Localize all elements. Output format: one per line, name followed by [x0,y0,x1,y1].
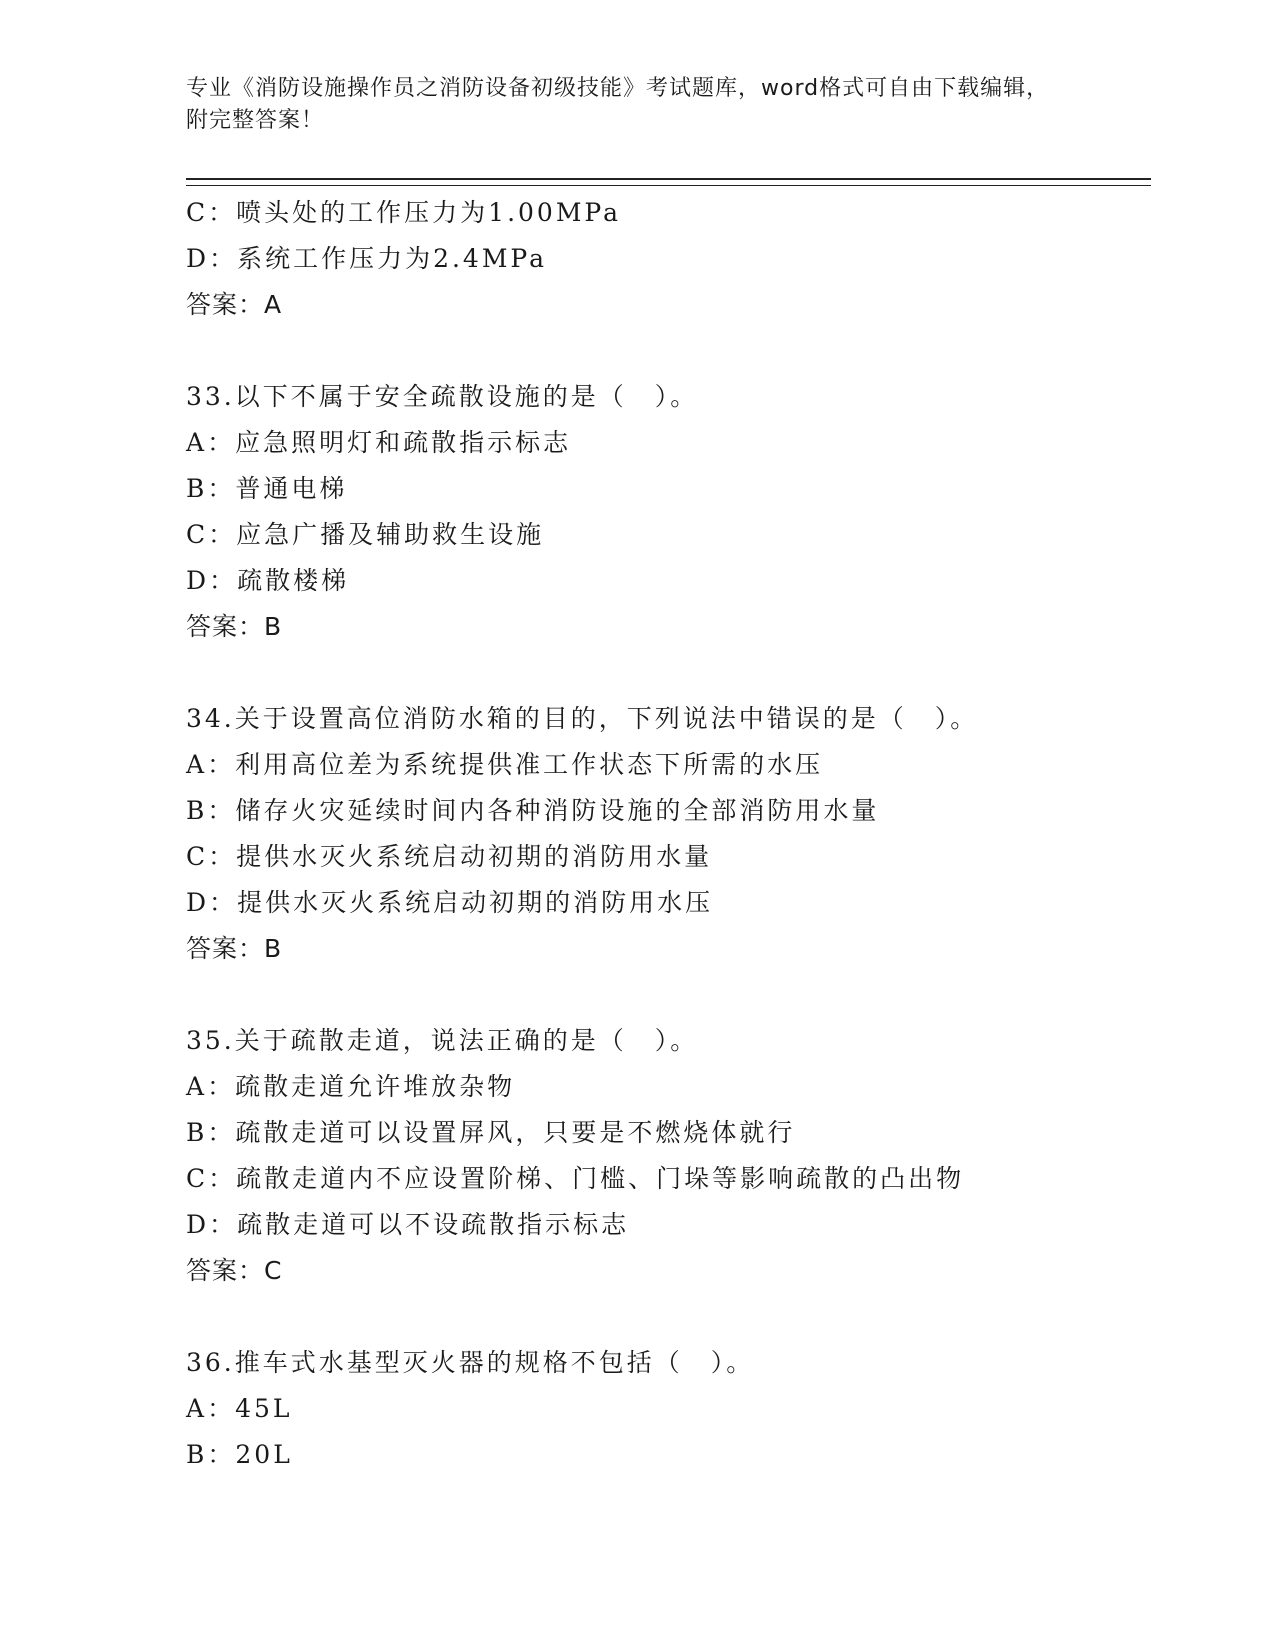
answer-line: 答案：B [186,612,283,641]
question-33 [186,374,1146,650]
option-a: A：应急照明灯和疏散指示标志 [186,428,572,457]
answer-line: 答案：B [186,934,283,963]
question-36 [186,1340,1146,1478]
option-b: B：普通电梯 [186,474,348,503]
option-d: D：提供水灭火系统启动初期的消防用水压 [186,888,714,917]
answer-line: 答案：C [186,1256,283,1285]
option-d: D：疏散走道可以不设疏散指示标志 [186,1210,630,1239]
option-d: D：疏散楼梯 [186,566,350,595]
option-a: A：45L [186,1394,293,1423]
option-b: B：疏散走道可以设置屏风，只要是不燃烧体就行 [186,1118,796,1147]
answer-line: 答案：A [186,290,283,319]
header-divider [186,178,1151,186]
option-a: A：疏散走道允许堆放杂物 [186,1072,516,1101]
question-stem: 33.以下不属于安全疏散设施的是（ ）。 [186,382,699,411]
option-b: B：20L [186,1440,293,1469]
option-d: D：系统工作压力为2.4MPa [186,244,548,273]
option-c: C：应急广播及辅助救生设施 [186,520,545,549]
option-a: A：利用高位差为系统提供准工作状态下所需的水压 [186,750,824,779]
prev-question-block [186,190,1146,328]
option-c: C：疏散走道内不应设置阶梯、门槛、门垛等影响疏散的凸出物 [186,1164,965,1193]
question-34 [186,696,1146,972]
option-b: B：储存火灾延续时间内各种消防设施的全部消防用水量 [186,796,880,825]
question-stem: 35.关于疏散走道，说法正确的是（ ）。 [186,1026,699,1055]
question-stem: 36.推车式水基型灭火器的规格不包括（ ）。 [186,1348,755,1377]
document-header: 专业《消防设施操作员之消防设备初级技能》考试题库，word格式可自由下载编辑，附完整答案！ [186,76,1050,133]
question-35 [186,1018,1146,1294]
document-body [186,190,1146,1478]
question-stem: 34.关于设置高位消防水箱的目的，下列说法中错误的是（ ）。 [186,704,979,733]
option-c: C：喷头处的工作压力为1.00MPa [186,198,622,227]
option-c: C：提供水灭火系统启动初期的消防用水量 [186,842,713,871]
